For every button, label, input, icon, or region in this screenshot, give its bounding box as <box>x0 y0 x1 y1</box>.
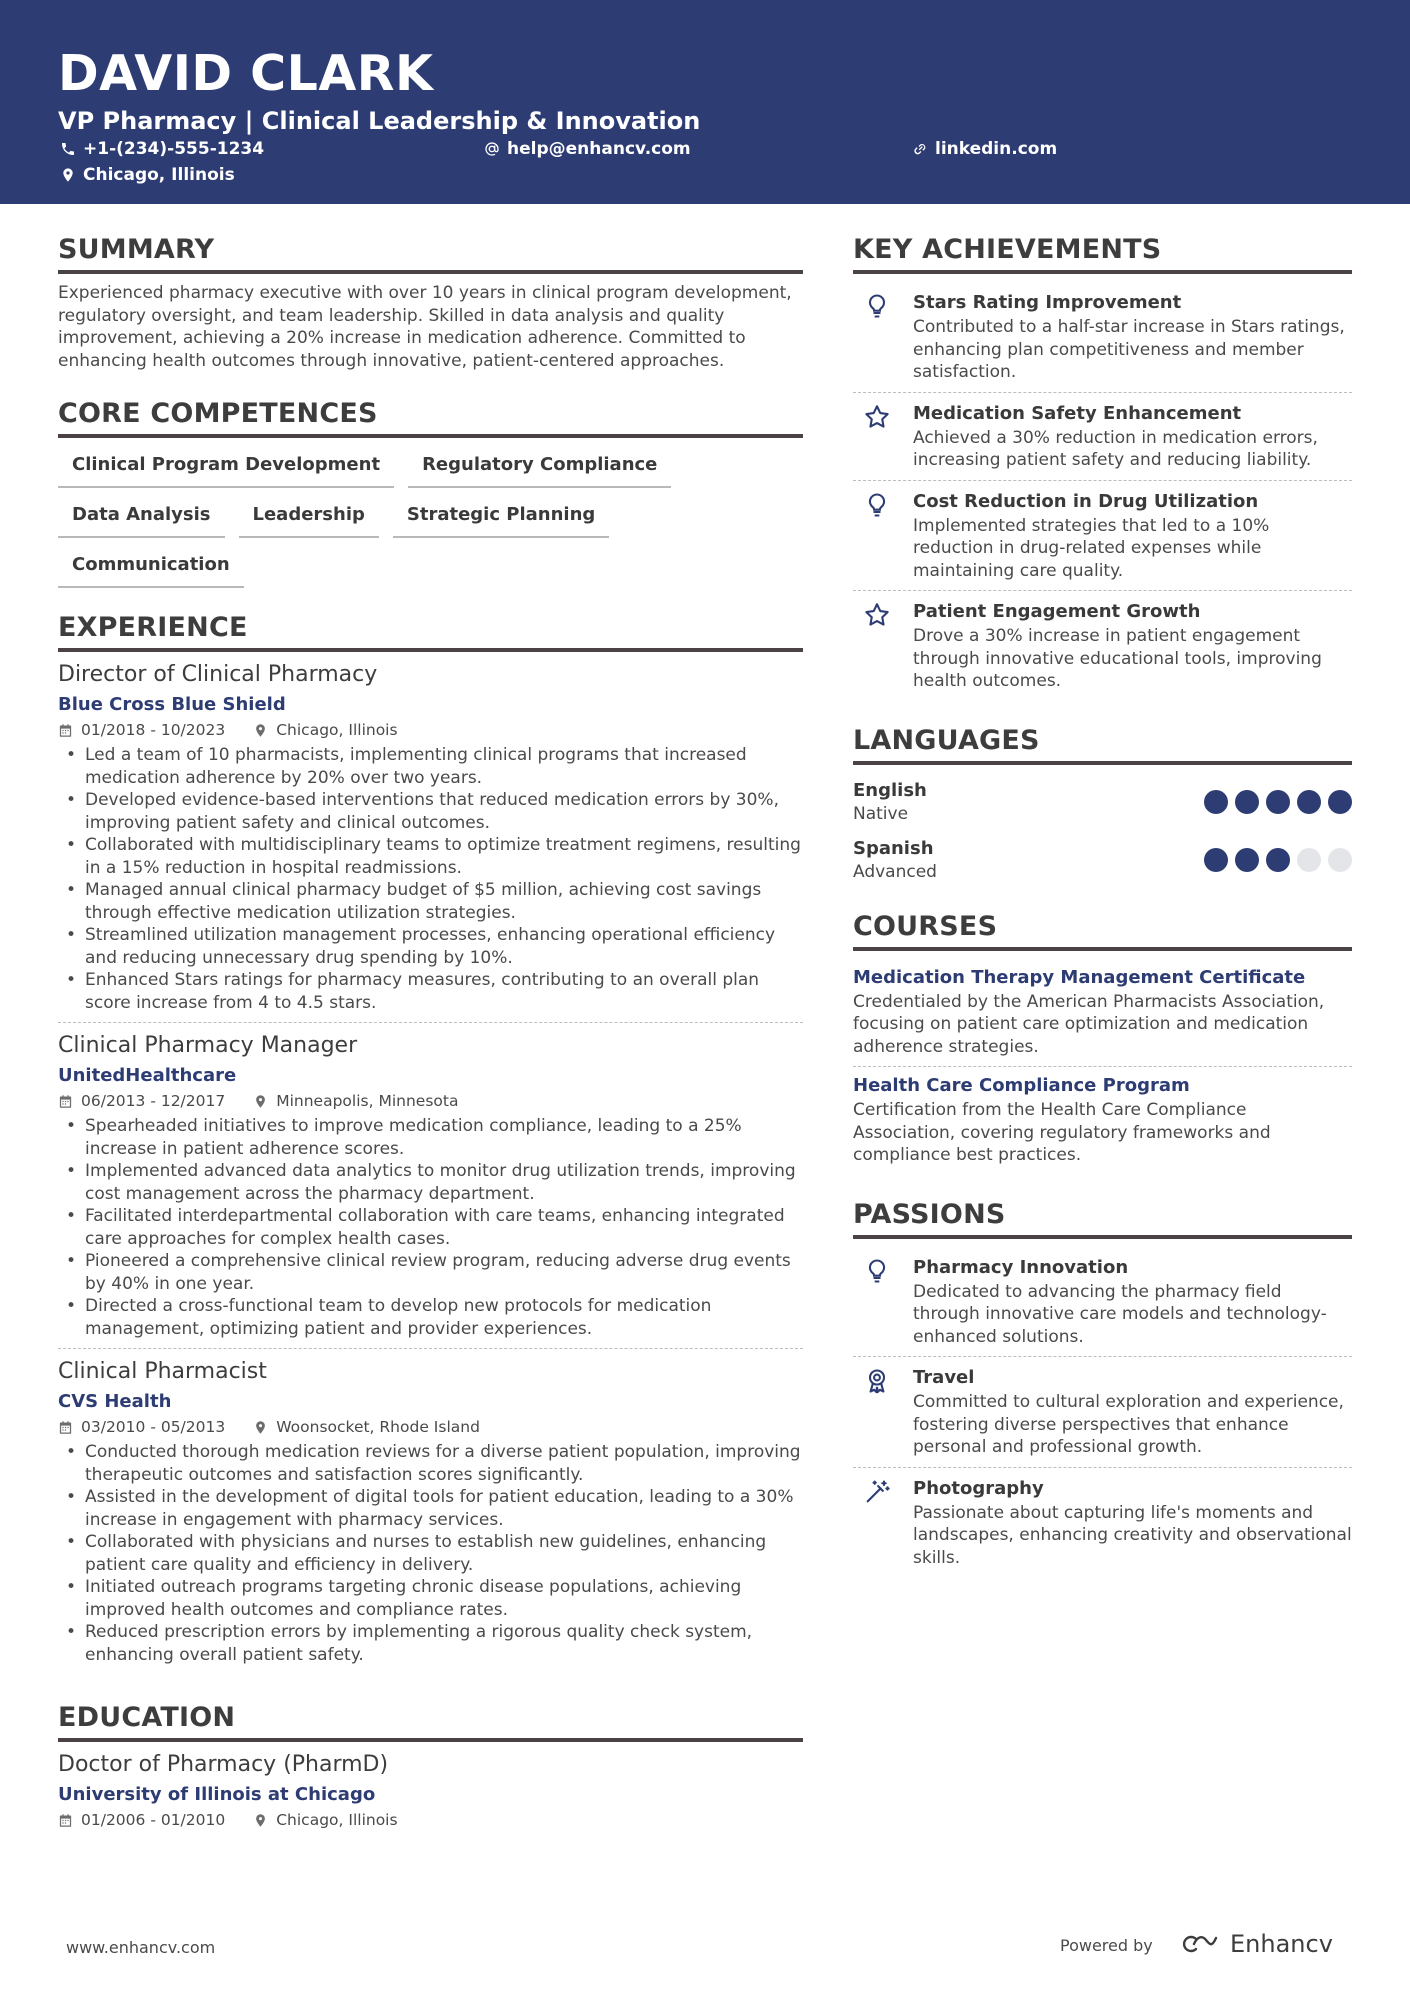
job-meta <box>58 1089 803 1113</box>
contact-phone <box>60 136 264 162</box>
courses-heading: COURSES <box>853 909 1352 951</box>
course-title: Health Care Compliance Program <box>853 1075 1190 1096</box>
contact-row-2 <box>58 162 1352 188</box>
location-pin-icon <box>253 1094 268 1109</box>
passion-title: Travel <box>913 1367 975 1388</box>
location-text: Chicago, Illinois <box>83 165 235 185</box>
passion-title: Photography <box>913 1477 1044 1499</box>
bullet-item: • Implemented advanced data analytics to monitor drug utilization trends, improving cost management across the pharmacy department. <box>58 1160 803 1205</box>
skill-tag: Data Analysis <box>58 502 225 538</box>
bullet-item: • Enhanced Stars ratings for pharmacy measures, contributing to an overall plan score increase from 4 to 4.5 stars. <box>58 969 803 1014</box>
footer-site-link[interactable]: www.enhancv.com <box>66 1938 216 1957</box>
achievements-heading: KEY ACHIEVEMENTS <box>853 232 1352 274</box>
bullet-item: • Streamlined utilization management processes, enhancing operational efficiency and reducing unnecessary drug spending by 10%. <box>58 924 803 969</box>
rating-dot-filled <box>1328 790 1352 814</box>
award-icon <box>863 1367 891 1395</box>
calendar-icon <box>58 723 73 738</box>
skill-tag: Communication <box>58 552 244 588</box>
bullet-item: • Developed evidence-based interventions that reduced medication errors by 30%, improving patient safety and clinical outcomes. <box>58 789 803 834</box>
enhancv-logo[interactable] <box>1180 1930 1333 1958</box>
job-bullets <box>58 1115 803 1340</box>
language-level: Native <box>853 803 909 824</box>
achievements-section <box>853 232 1352 701</box>
skill-tag: Strategic Planning <box>393 502 609 538</box>
achievement-item <box>853 282 1352 393</box>
bullet-item: • Initiated outreach programs targeting chronic disease populations, achieving improved health outcomes and compliance rates. <box>58 1576 803 1621</box>
achievement-desc: Implemented strategies that led to a 10% reduction in drug-related expenses while maintaining care quality. <box>913 515 1270 581</box>
candidate-name: DAVID CLARK <box>58 45 434 102</box>
bullet-item: • Led a team of 10 pharmacists, implementing clinical programs that increased medication adherence by 20% over two years. <box>58 744 803 789</box>
job-meta <box>58 1415 803 1439</box>
language-name: English <box>853 779 927 801</box>
achievement-item <box>853 481 1352 592</box>
contact-email[interactable] <box>484 136 691 162</box>
calendar-icon <box>58 1094 73 1109</box>
job-bullets <box>58 1441 803 1666</box>
location-pin-icon <box>60 167 76 183</box>
language-name: Spanish <box>853 837 934 859</box>
bullet-item: • Facilitated interdepartmental collaboration with care teams, enhancing integrated care approaches for complex health cases. <box>58 1205 803 1250</box>
lightbulb-icon <box>863 1257 891 1285</box>
linkedin-text: linkedin.com <box>935 139 1058 159</box>
job-entry <box>58 1357 803 1674</box>
job-location: Chicago, Illinois <box>276 721 398 739</box>
bullet-item: • Conducted thorough medication reviews for a diverse patient population, improving therapeutic outcomes and satisfaction scores significantly. <box>58 1441 803 1486</box>
location-pin-icon <box>253 1420 268 1435</box>
left-column <box>58 232 803 1832</box>
skill-tag: Leadership <box>239 502 379 538</box>
company-name: Blue Cross Blue Shield <box>58 694 286 715</box>
courses-section <box>853 909 1352 1175</box>
star-icon <box>863 403 891 431</box>
footer <box>0 1930 1410 1970</box>
header <box>0 0 1410 204</box>
bullet-item: • Managed annual clinical pharmacy budget of $5 million, achieving cost savings through effective medication utilization strategies. <box>58 879 803 924</box>
bullet-item: • Directed a cross-functional team to develop new protocols for medication management, optimizing patient and provider experiences. <box>58 1295 803 1340</box>
education-section <box>58 1700 803 1832</box>
achievement-desc: Contributed to a half-star increase in Stars ratings, enhancing plan competitiveness and member satisfaction. <box>913 317 1345 382</box>
achievement-item <box>853 591 1352 701</box>
achievement-title: Stars Rating Improvement <box>913 292 1182 313</box>
job-dates: 06/2013 - 12/2017 <box>81 1092 226 1110</box>
school-name: University of Illinois at Chicago <box>58 1784 376 1805</box>
course-title: Medication Therapy Management Certificate <box>853 966 1306 988</box>
language-item <box>853 831 1352 889</box>
job-title: Director of Clinical Pharmacy <box>58 662 378 687</box>
rating-dot-filled <box>1235 790 1259 814</box>
calendar-icon <box>58 1420 73 1435</box>
skill-tag: Regulatory Compliance <box>408 452 671 488</box>
passion-desc: Passionate about capturing life's moments and landscapes, enhancing creativity and observational skills. <box>913 1502 1352 1568</box>
enhancv-brand-text: Enhancv <box>1230 1930 1333 1958</box>
candidate-title: VP Pharmacy | Clinical Leadership & Innovation <box>58 107 701 135</box>
education-dates: 01/2006 - 01/2010 <box>81 1811 226 1829</box>
bullet-item: • Spearheaded initiatives to improve medication compliance, leading to a 25% increase in patient adherence scores. <box>58 1115 803 1160</box>
course-item <box>853 1067 1352 1175</box>
job-location: Minneapolis, Minnesota <box>276 1092 459 1110</box>
language-rating <box>1204 848 1352 872</box>
languages-heading: LANGUAGES <box>853 723 1352 765</box>
job-title: Clinical Pharmacy Manager <box>58 1033 358 1058</box>
passions-section <box>853 1197 1352 1578</box>
course-item <box>853 959 1352 1068</box>
degree: Doctor of Pharmacy (PharmD) <box>58 1752 389 1777</box>
summary-text: Experienced pharmacy executive with over 10 years in clinical program development, regulatory oversight, and team leadership. Skilled in data analysis and quality improvement, achieving a 20% increase in medication adherence. Committed to enhancing health outcomes through innovative, patient-centered approaches. <box>58 283 792 371</box>
competences-heading: CORE COMPETENCES <box>58 396 803 438</box>
location-pin-icon <box>253 1813 268 1828</box>
contact-row <box>58 136 1352 162</box>
languages-section <box>853 723 1352 889</box>
achievement-title: Patient Engagement Growth <box>913 601 1201 622</box>
bullet-item: • Pioneered a comprehensive clinical review program, reducing adverse drug events by 40% in one year. <box>58 1250 803 1295</box>
rating-dot-filled <box>1204 790 1228 814</box>
email-text: help@enhancv.com <box>507 139 691 159</box>
passions-heading: PASSIONS <box>853 1197 1352 1239</box>
rating-dot-filled <box>1235 848 1259 872</box>
at-icon <box>484 141 500 157</box>
rating-dot-filled <box>1297 790 1321 814</box>
achievement-item <box>853 393 1352 481</box>
passion-item <box>853 1247 1352 1358</box>
competences-section <box>58 396 803 588</box>
location-pin-icon <box>253 723 268 738</box>
bullet-item: • Collaborated with physicians and nurses to establish new guidelines, enhancing patient care quality and efficiency in delivery. <box>58 1531 803 1576</box>
job-entry <box>58 660 803 1023</box>
course-desc: Certification from the Health Care Compliance Association, covering regulatory frameworks and compliance best practices. <box>853 1100 1271 1165</box>
job-dates: 03/2010 - 05/2013 <box>81 1418 226 1436</box>
experience-section <box>58 610 803 1674</box>
job-dates: 01/2018 - 10/2023 <box>81 721 226 739</box>
rating-dot-filled <box>1266 790 1290 814</box>
education-meta <box>58 1808 803 1832</box>
company-name: UnitedHealthcare <box>58 1065 237 1086</box>
rating-dot-filled <box>1204 848 1228 872</box>
rating-dot-filled <box>1266 848 1290 872</box>
enhancv-logo-icon <box>1180 1932 1224 1956</box>
education-location: Chicago, Illinois <box>276 1811 398 1829</box>
passion-item <box>853 1468 1352 1578</box>
bullet-item: • Reduced prescription errors by implementing a rigorous quality check system, enhancing overall patient safety. <box>58 1621 803 1666</box>
job-bullets <box>58 744 803 1014</box>
powered-by-label: Powered by <box>1060 1936 1153 1955</box>
language-level: Advanced <box>853 861 937 882</box>
calendar-icon <box>58 1813 73 1828</box>
link-icon <box>912 141 928 157</box>
achievement-desc: Achieved a 30% reduction in medication errors, increasing patient safety and reducing liability. <box>913 427 1318 470</box>
star-icon <box>863 601 891 629</box>
skills-list <box>58 452 803 588</box>
lightbulb-icon <box>863 292 891 320</box>
lightbulb-icon <box>863 491 891 519</box>
summary-heading: SUMMARY <box>58 232 803 274</box>
job-location: Woonsocket, Rhode Island <box>276 1418 480 1436</box>
job-entry <box>58 1031 803 1349</box>
rating-dot-empty <box>1328 848 1352 872</box>
rating-dot-empty <box>1297 848 1321 872</box>
magic-wand-icon <box>863 1478 891 1506</box>
achievement-title: Cost Reduction in Drug Utilization <box>913 490 1259 512</box>
job-title: Clinical Pharmacist <box>58 1359 267 1384</box>
language-rating <box>1204 790 1352 814</box>
language-item <box>853 773 1352 831</box>
phone-text: +1-(234)-555-1234 <box>83 139 265 159</box>
passion-item <box>853 1357 1352 1468</box>
education-heading: EDUCATION <box>58 1700 803 1742</box>
summary-section <box>58 232 803 372</box>
course-desc: Credentialed by the American Pharmacists Association, focusing on patient care optimization and medication adherence strategies. <box>853 991 1325 1057</box>
passion-desc: Dedicated to advancing the pharmacy field through innovative care models and technology-enhanced solutions. <box>913 1281 1327 1347</box>
bullet-item: • Assisted in the development of digital tools for patient education, leading to a 30% increase in engagement with pharmacy services. <box>58 1486 803 1531</box>
bullet-item: • Collaborated with multidisciplinary teams to optimize treatment regimens, resulting in a 15% reduction in hospital readmissions. <box>58 834 803 879</box>
contact-location <box>60 162 235 188</box>
contact-linkedin[interactable] <box>912 136 1057 162</box>
achievement-title: Medication Safety Enhancement <box>913 402 1242 424</box>
experience-heading: EXPERIENCE <box>58 610 803 652</box>
passion-desc: Committed to cultural exploration and experience, fostering diverse perspectives that enhance personal and professional growth. <box>913 1392 1344 1457</box>
passion-title: Pharmacy Innovation <box>913 1256 1129 1278</box>
achievement-desc: Drove a 30% increase in patient engagement through innovative educational tools, improving health outcomes. <box>913 626 1322 691</box>
job-meta <box>58 718 803 742</box>
company-name: CVS Health <box>58 1391 172 1412</box>
phone-icon <box>60 141 76 157</box>
right-column <box>853 232 1352 1577</box>
skill-tag: Clinical Program Development <box>58 452 394 488</box>
